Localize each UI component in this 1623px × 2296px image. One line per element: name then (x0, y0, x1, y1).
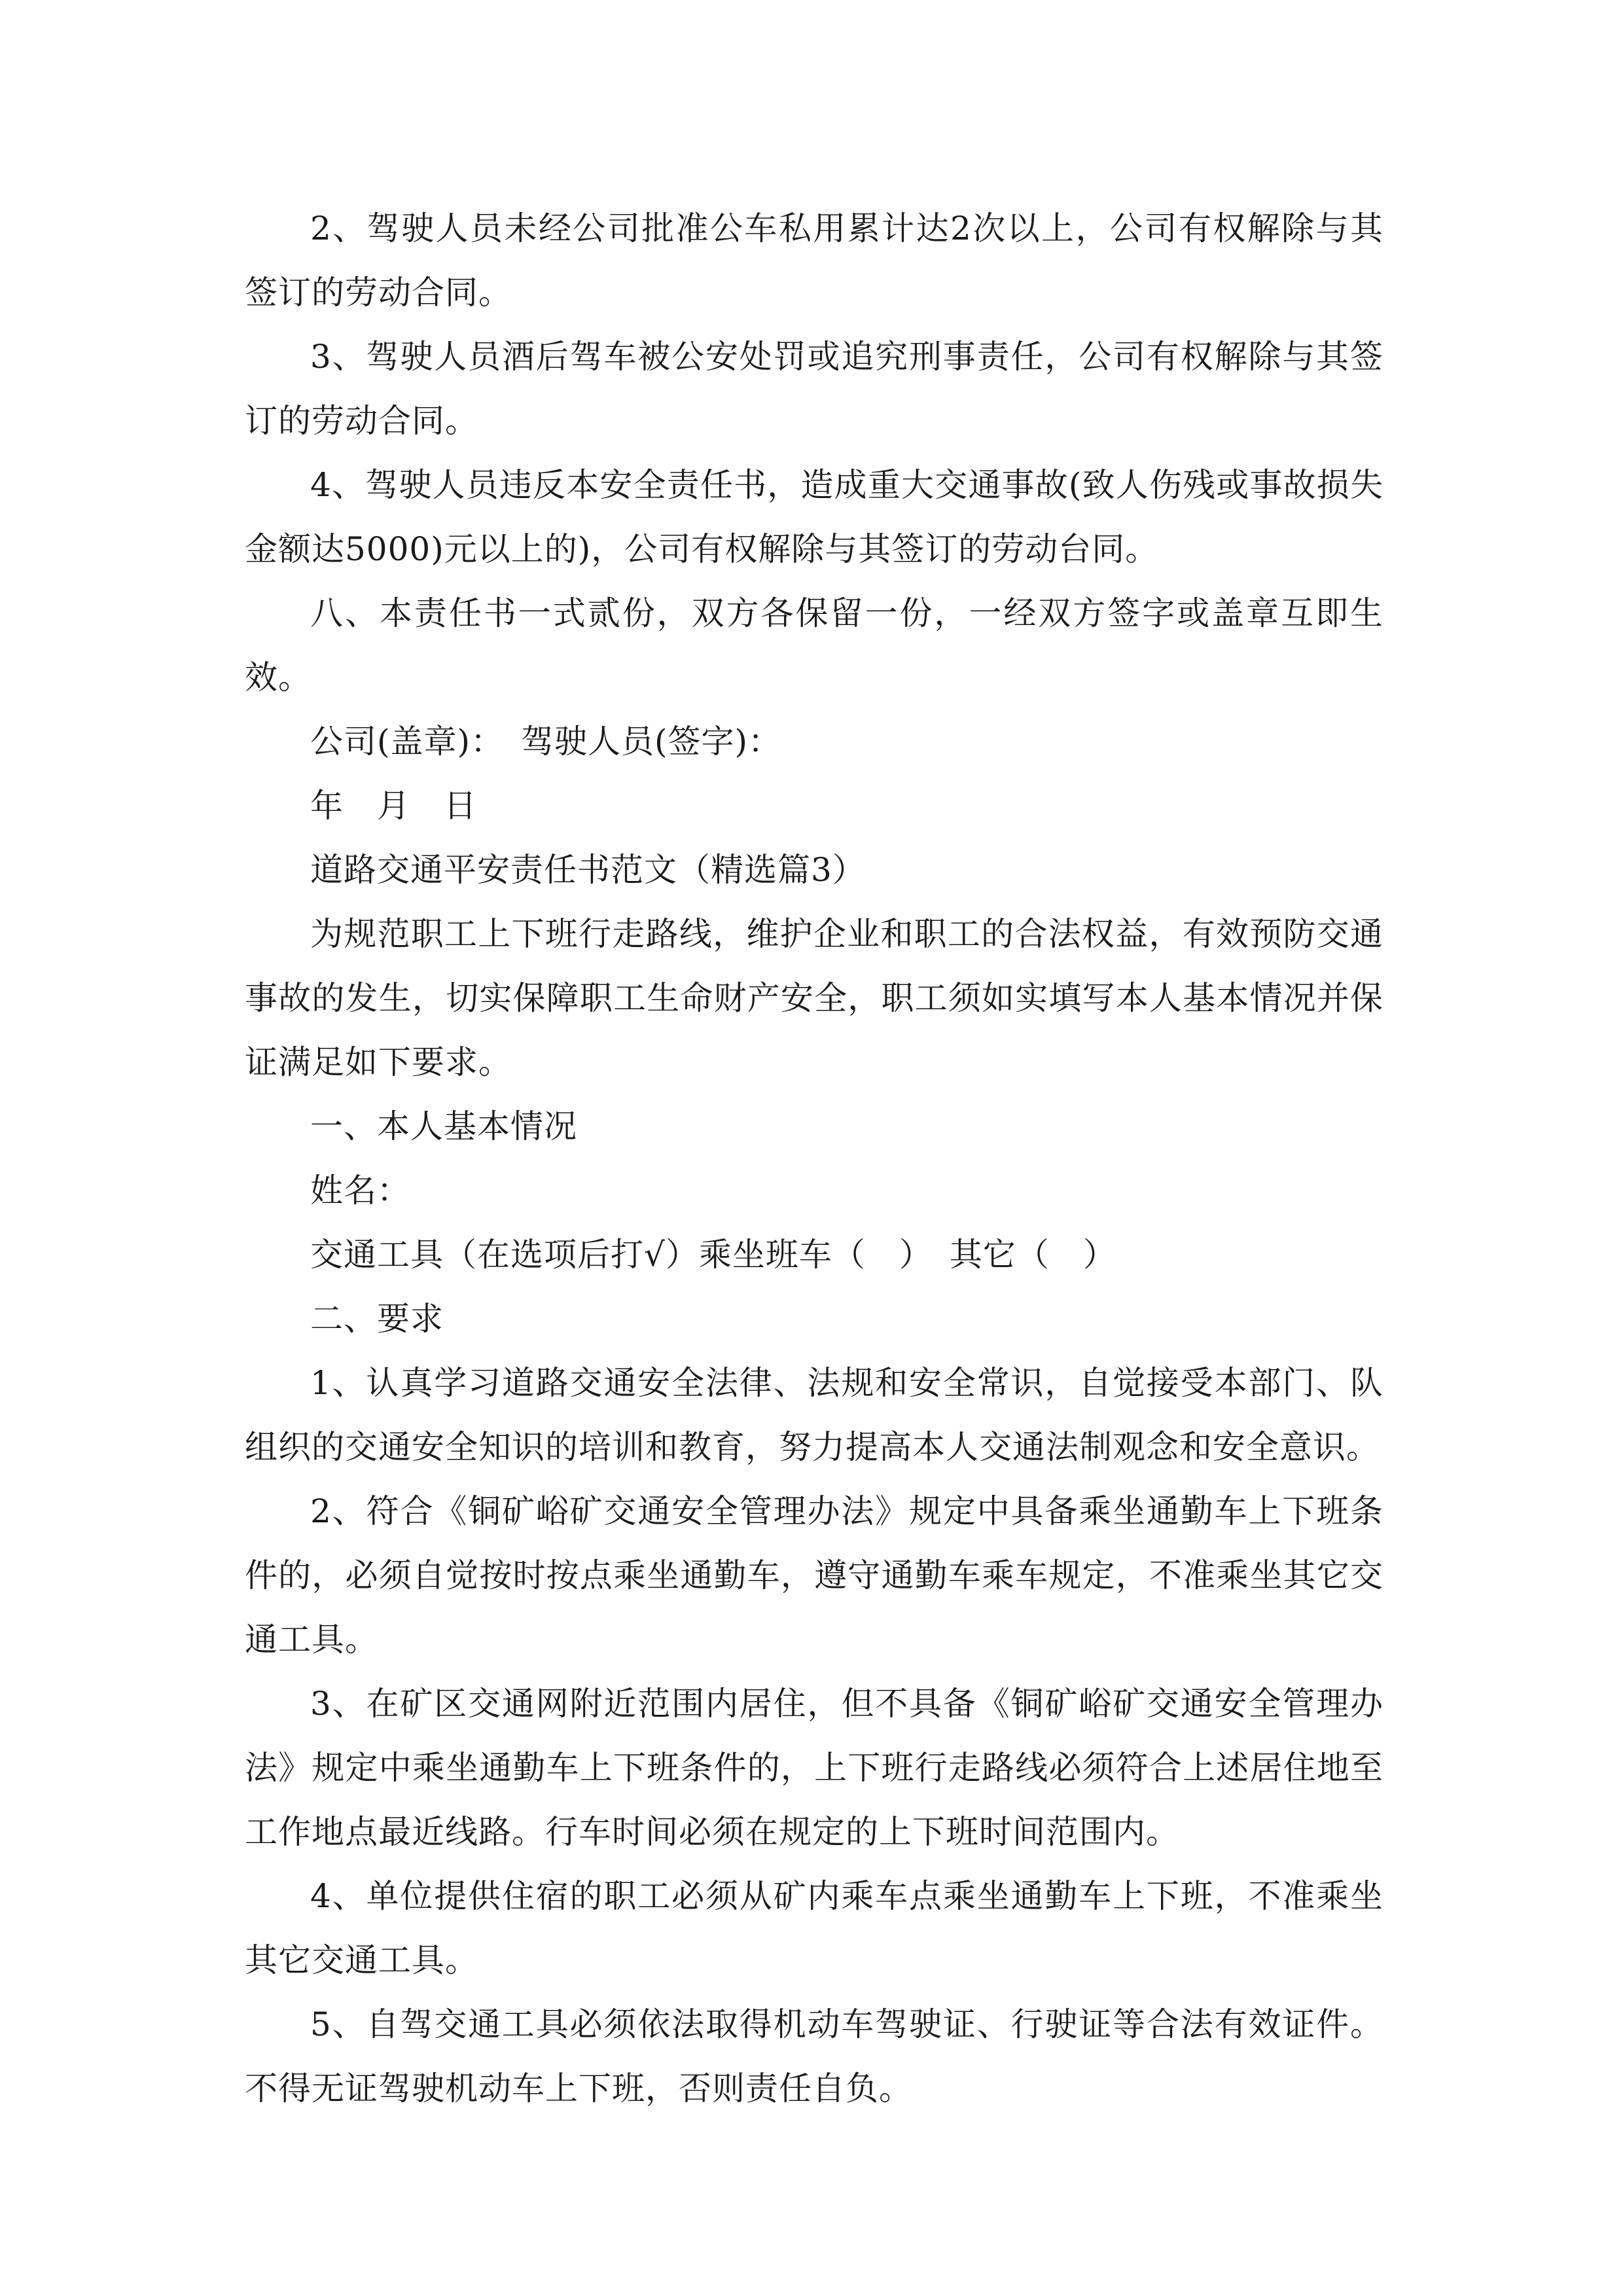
name-field-label: 姓名： (310, 1172, 410, 1210)
requirement-3: 3、在矿区交通网附近范围内居住，但不具备《铜矿峪矿交通安全管理办法》规定中乘坐通勤车上下班条件的，上下班行走路线必须符合上述居住地至工作地点最近线路。行车时间必须在规定的上下班时间范围内。 (245, 1685, 1383, 1851)
date-line: 年 月 日 (310, 787, 477, 825)
paragraph-rule-2: 2、驾驶人员未经公司批准公车私用累计达2次以上，公司有权解除与其签订的劳动合同。 (245, 209, 1383, 312)
document-body (245, 196, 1383, 2121)
requirement-1: 1、认真学习道路交通安全法律、法规和安全常识，自觉接受本部门、队组织的交通安全知识的培训和教育，努力提高本人交通法制观念和安全意识。 (245, 1364, 1383, 1466)
heading-requirements: 二、要求 (310, 1300, 444, 1338)
requirement-4: 4、单位提供住宿的职工必须从矿内乘车点乘坐通勤车上下班，不准乘坐其它交通工具。 (245, 1877, 1383, 1979)
paragraph-rule-3: 3、驾驶人员酒后驾车被公安处罚或追究刑事责任，公司有权解除与其签订的劳动合同。 (245, 338, 1383, 440)
section-title: 道路交通平安责任书范文（精选篇3） (310, 851, 866, 889)
requirement-2: 2、符合《铜矿峪矿交通安全管理办法》规定中具备乘坐通勤车上下班条件的，必须自觉按时按点乘坐通勤车，遵守通勤车乘车规定，不准乘坐其它交通工具。 (245, 1492, 1383, 1659)
transport-options: 交通工具（在选项后打√）乘坐班车（ ） 其它（ ） (310, 1236, 1116, 1274)
heading-basic-info: 一、本人基本情况 (310, 1107, 577, 1145)
paragraph-section-8: 八、本责任书一式贰份，双方各保留一份，一经双方签字或盖章互即生效。 (245, 594, 1383, 696)
intro-paragraph: 为规范职工上下班行走路线，维护企业和职工的合法权益，有效预防交通事故的发生，切实保障职工生命财产安全，职工须如实填写本人基本情况并保证满足如下要求。 (245, 915, 1383, 1081)
signature-line: 公司(盖章)： 驾驶人员(签字)： (310, 723, 782, 761)
paragraph-rule-4: 4、驾驶人员违反本安全责任书，造成重大交通事故(致人伤残或事故损失金额达5000)元以上的)，公司有权解除与其签订的劳动台同。 (245, 466, 1383, 568)
requirement-5: 5、自驾交通工具必须依法取得机动车驾驶证、行驶证等合法有效证件。不得无证驾驶机动车上下班，否则责任自负。 (245, 2005, 1383, 2108)
